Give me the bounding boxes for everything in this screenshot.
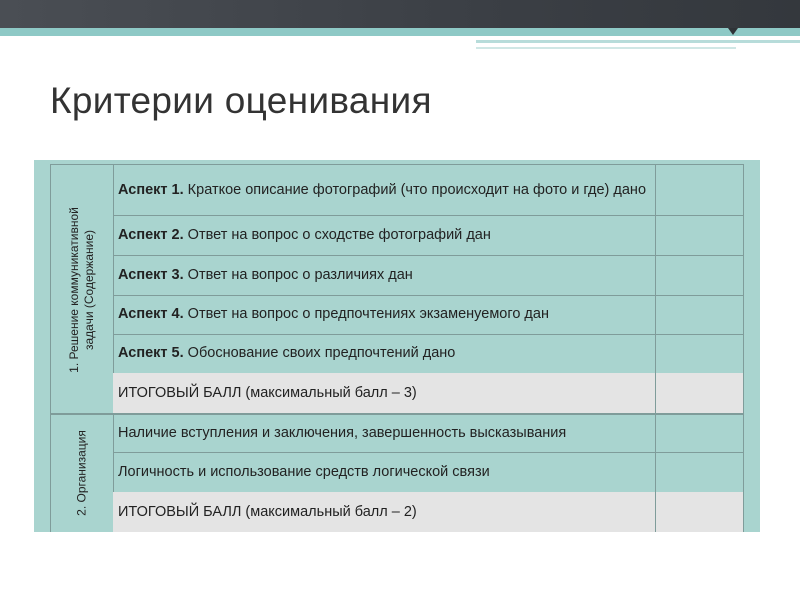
criteria-group-content: [50, 164, 744, 415]
criterion-cell: [113, 414, 656, 452]
group-label: [51, 414, 114, 532]
table-row: [113, 165, 743, 216]
group-label-text: [67, 207, 97, 373]
aspect-number: Аспект 5.: [118, 345, 184, 361]
criterion-text: Краткое описание фотографий (что происходит на фото и где) дано: [183, 181, 647, 198]
group-label: [51, 165, 114, 414]
criterion-text: Ответ на вопрос о различиях дан: [183, 266, 413, 283]
total-cell: [113, 373, 656, 414]
criterion-cell: [113, 295, 656, 334]
aspect-number: Аспект 4.: [118, 306, 184, 322]
criteria-table: [34, 160, 760, 532]
table-row: [113, 334, 743, 374]
accent-line-secondary: [476, 47, 736, 49]
total-text: ИТОГОВЫЙ БАЛЛ (максимальный балл – 3): [118, 385, 417, 401]
total-text: ИТОГОВЫЙ БАЛЛ (максимальный балл – 2): [118, 503, 417, 520]
total-row: [113, 373, 743, 414]
aspect-number: Аспект 2.: [118, 226, 184, 243]
criterion-text: Наличие вступления и заключения, завершенность высказывания: [118, 424, 567, 441]
criterion-cell: [113, 334, 656, 373]
criterion-text: Логичность и использование средств логической связи: [118, 463, 490, 480]
score-cell: [656, 295, 743, 334]
total-cell: [113, 492, 656, 532]
group-label-line2: задачи (Содержание): [82, 229, 96, 350]
group-label-line1: 2. Организация: [74, 430, 89, 516]
criterion-text: Ответ на вопрос о сходстве фотографий дан: [183, 226, 491, 243]
score-cell: [656, 414, 743, 452]
top-decor-bar: [0, 0, 800, 28]
table-row: [113, 452, 743, 493]
accent-line: [476, 40, 800, 43]
score-cell: [656, 492, 743, 532]
score-cell: [656, 334, 743, 373]
total-row: [113, 492, 743, 532]
table-row: [113, 215, 743, 256]
aspect-number: Аспект 1.: [118, 181, 184, 198]
table-row: [113, 295, 743, 335]
criterion-cell: [113, 452, 656, 492]
criterion-text: Обоснование своих предпочтений дано: [183, 345, 456, 361]
group-label-line1: 1. Решение коммуникативной: [67, 206, 81, 373]
criterion-cell: [113, 215, 656, 255]
triangle-marker-icon: [728, 28, 738, 35]
top-accent-bar: [0, 28, 800, 36]
table-row: [113, 414, 743, 453]
score-cell: [656, 373, 743, 414]
score-cell: [656, 255, 743, 295]
score-cell: [656, 452, 743, 492]
score-cell: [656, 215, 743, 255]
group-label-text: [75, 430, 90, 516]
criterion-cell: [113, 165, 656, 215]
page-title: Критерии оценивания: [50, 80, 432, 121]
criterion-text: Ответ на вопрос о предпочтениях экзаменуемого дан: [183, 306, 549, 322]
criterion-cell: [113, 255, 656, 295]
aspect-number: Аспект 3.: [118, 266, 184, 283]
score-cell: [656, 165, 743, 215]
criteria-group-organization: [50, 413, 744, 532]
table-row: [113, 255, 743, 296]
